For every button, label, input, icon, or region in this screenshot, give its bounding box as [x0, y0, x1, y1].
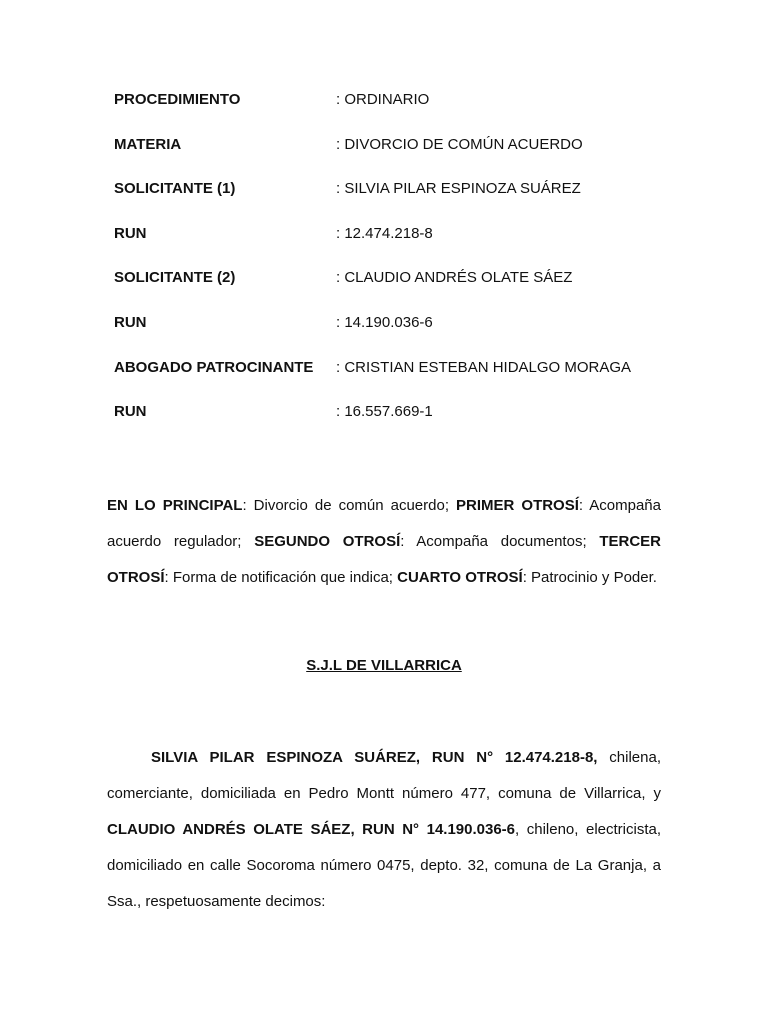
sumilla-tercer-text: : Forma de notificación que indica; — [164, 569, 398, 586]
caratula-value: : 12.474.218-8 — [336, 224, 433, 242]
sumilla-cuarto-text: : Patrocinio y Poder. — [522, 569, 657, 586]
caratula-label: MATERIA — [114, 135, 182, 153]
sumilla-primer-text: : Acompaña acuerdo regulador; — [107, 497, 661, 550]
sumilla-primer-label: PRIMER OTROSÍ — [456, 497, 579, 514]
caratula-label: SOLICITANTE (1) — [114, 180, 236, 198]
caratula-label: SOLICITANTE (2) — [114, 269, 236, 287]
caratula-value: : 16.557.669-1 — [336, 403, 433, 421]
sumilla-paragraph — [107, 488, 661, 596]
caratula-label: RUN — [114, 403, 147, 421]
sumilla-tercer-label: TERCER OTROSÍ — [107, 533, 661, 586]
caratula-value: : CLAUDIO ANDRÉS OLATE SÁEZ — [336, 269, 573, 287]
sumilla-segundo-text: : Acompaña documentos; — [400, 533, 600, 550]
caratula-table — [114, 88, 674, 445]
caratula-label: RUN — [114, 313, 147, 331]
solicitante-2-identification: CLAUDIO ANDRÉS OLATE SÁEZ, RUN N° 14.190.036-6 — [107, 821, 516, 838]
caratula-value: : DIVORCIO DE COMÚN ACUERDO — [336, 135, 583, 153]
sumilla-principal-label: EN LO PRINCIPAL — [107, 497, 243, 514]
solicitante-1-identification: SILVIA PILAR ESPINOZA SUÁREZ, RUN N° 12.474.218-8, — [151, 749, 598, 766]
sumilla-principal-text: : Divorcio de común acuerdo; — [242, 497, 457, 514]
caratula-row-procedimiento — [114, 88, 674, 133]
caratula-value: : CRISTIAN ESTEBAN HIDALGO MORAGA — [336, 358, 632, 376]
sumilla-cuarto-label: CUARTO OTROSÍ — [397, 569, 523, 586]
caratula-row-solicitante-1 — [114, 177, 674, 222]
caratula-value: : ORDINARIO — [336, 91, 430, 108]
caratula-label: ABOGADO PATROCINANTE — [114, 358, 314, 376]
caratula-row-run-3 — [114, 400, 674, 445]
caratula-label: RUN — [114, 224, 147, 242]
body-paragraph — [107, 740, 661, 920]
sumilla-segundo-label: SEGUNDO OTROSÍ — [254, 533, 401, 550]
body-text-1: chilena, comerciante, domiciliada en Pedro Montt número 477, comuna de Villarrica, y — [107, 749, 661, 802]
caratula-value: : 14.190.036-6 — [336, 313, 433, 331]
caratula-row-materia — [114, 133, 674, 178]
caratula-row-abogado — [114, 356, 674, 401]
caratula-label: PROCEDIMIENTO — [114, 91, 241, 108]
caratula-row-run-2 — [114, 311, 674, 356]
body-text-2: , chileno, electricista, domiciliado en calle Socoroma número 0475, depto. 32, comuna de La Granja, a Ssa., respetuosamente decimos: — [107, 821, 661, 910]
caratula-row-run-1 — [114, 222, 674, 267]
tribunal-heading: S.J.L DE VILLARRICA — [306, 657, 462, 674]
caratula-row-solicitante-2 — [114, 266, 674, 311]
caratula-value: : SILVIA PILAR ESPINOZA SUÁREZ — [336, 180, 581, 198]
